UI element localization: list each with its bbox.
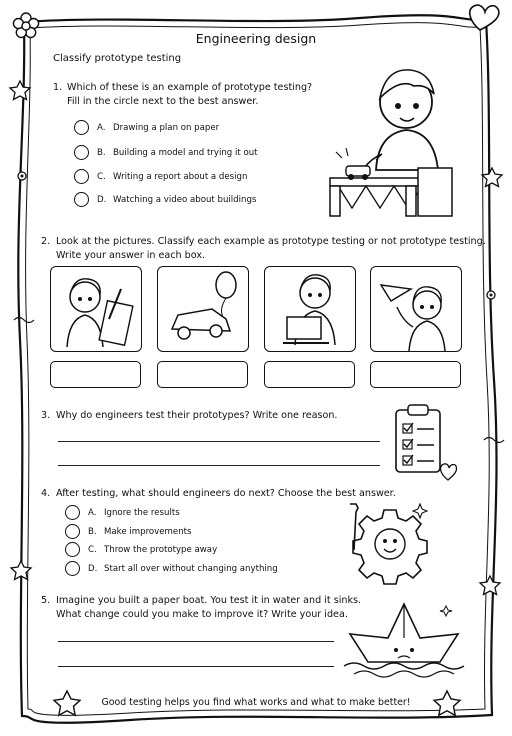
q3-answer-line-1[interactable]	[58, 441, 380, 442]
star-icon	[10, 81, 30, 100]
small-flower-icon	[18, 172, 26, 180]
star-icon	[482, 168, 502, 187]
sinking-paper-boat-icon	[340, 598, 468, 678]
radio-circle[interactable]	[74, 120, 89, 135]
q1-number: 1.	[53, 82, 63, 93]
girl-drawing-icon	[51, 267, 141, 351]
q4-option-c[interactable]	[65, 542, 217, 557]
boy-testing-bridge-illustration	[318, 62, 478, 220]
toy-car-balloon-icon	[158, 267, 248, 351]
radio-circle[interactable]	[74, 192, 89, 207]
q2-number: 2.	[41, 236, 51, 247]
q5-answer-line-1[interactable]	[58, 641, 334, 642]
option-text: Throw the prototype away	[104, 544, 218, 555]
q2-text-line1: Look at the pictures. Classify each example as prototype testing or not prototype testing.	[56, 236, 486, 247]
picture-girl-paper-plane	[370, 266, 462, 352]
radio-circle[interactable]	[65, 524, 80, 539]
answer-box-3[interactable]	[264, 361, 355, 388]
q1-option-c[interactable]	[74, 169, 247, 184]
q3-text: Why do engineers test their prototypes? Write one reason.	[56, 410, 338, 421]
picture-toy-car	[157, 266, 249, 352]
q3-answer-line-2[interactable]	[58, 465, 380, 466]
q4-number: 4.	[41, 488, 51, 499]
option-text: Watching a video about buildings	[113, 194, 257, 205]
radio-circle[interactable]	[74, 169, 89, 184]
squiggle-icon	[484, 438, 504, 443]
q2-text-line2: Write your answer in each box.	[56, 250, 206, 261]
q5-answer-line-2[interactable]	[58, 666, 334, 667]
q1-option-b[interactable]	[74, 145, 258, 160]
q1-option-a[interactable]	[74, 120, 219, 135]
option-letter: C.	[97, 171, 106, 182]
option-letter: D.	[97, 194, 107, 205]
q5-text-line1: Imagine you built a paper boat. You test it in water and it sinks.	[56, 595, 362, 606]
page-title: Engineering design	[195, 31, 317, 46]
clipboard-checklist-icon	[392, 402, 464, 482]
radio-circle[interactable]	[65, 542, 80, 557]
page-subtitle: Classify prototype testing	[53, 53, 182, 64]
answer-box-1[interactable]	[50, 361, 141, 388]
option-text: Ignore the results	[104, 507, 180, 518]
option-letter: B.	[88, 526, 97, 537]
answer-box-4[interactable]	[370, 361, 461, 388]
radio-circle[interactable]	[65, 561, 80, 576]
option-letter: B.	[97, 147, 106, 158]
picture-girl-drawing	[50, 266, 142, 352]
option-letter: D.	[88, 563, 98, 574]
option-text: Building a model and trying it out	[113, 147, 258, 158]
heart-icon	[470, 5, 499, 30]
small-flower-icon	[487, 291, 495, 299]
q4-option-a[interactable]	[65, 505, 180, 520]
q4-text: After testing, what should engineers do next? Choose the best answer.	[56, 488, 396, 499]
q5-number: 5.	[41, 595, 51, 606]
squiggle-icon	[14, 318, 34, 323]
radio-circle[interactable]	[65, 505, 80, 520]
option-letter: A.	[88, 507, 97, 518]
q4-option-d[interactable]	[65, 561, 278, 576]
q1-text-line2: Fill in the circle next to the best answer.	[67, 96, 259, 107]
girl-paper-plane-icon	[371, 267, 461, 351]
smiling-gear-wrench-icon	[340, 498, 440, 588]
picture-boy-laptop	[264, 266, 356, 352]
q3-number: 3.	[41, 410, 51, 421]
option-text: Writing a report about a design	[113, 171, 248, 182]
q1-text-line1: Which of these is an example of prototype testing?	[67, 82, 313, 93]
q4-option-b[interactable]	[65, 524, 192, 539]
option-text: Drawing a plan on paper	[113, 122, 220, 133]
q5-text-line2: What change could you make to improve it? Write your idea.	[56, 609, 348, 620]
option-text: Start all over without changing anything	[104, 563, 278, 574]
q1-option-d[interactable]	[74, 192, 256, 207]
option-letter: A.	[97, 122, 106, 133]
option-text: Make improvements	[104, 526, 192, 537]
radio-circle[interactable]	[74, 145, 89, 160]
option-letter: C.	[88, 544, 97, 555]
star-icon	[480, 576, 500, 595]
footer-message: Good testing helps you find what works and what to make better!	[101, 697, 411, 708]
answer-box-2[interactable]	[157, 361, 248, 388]
boy-laptop-icon	[265, 267, 355, 351]
